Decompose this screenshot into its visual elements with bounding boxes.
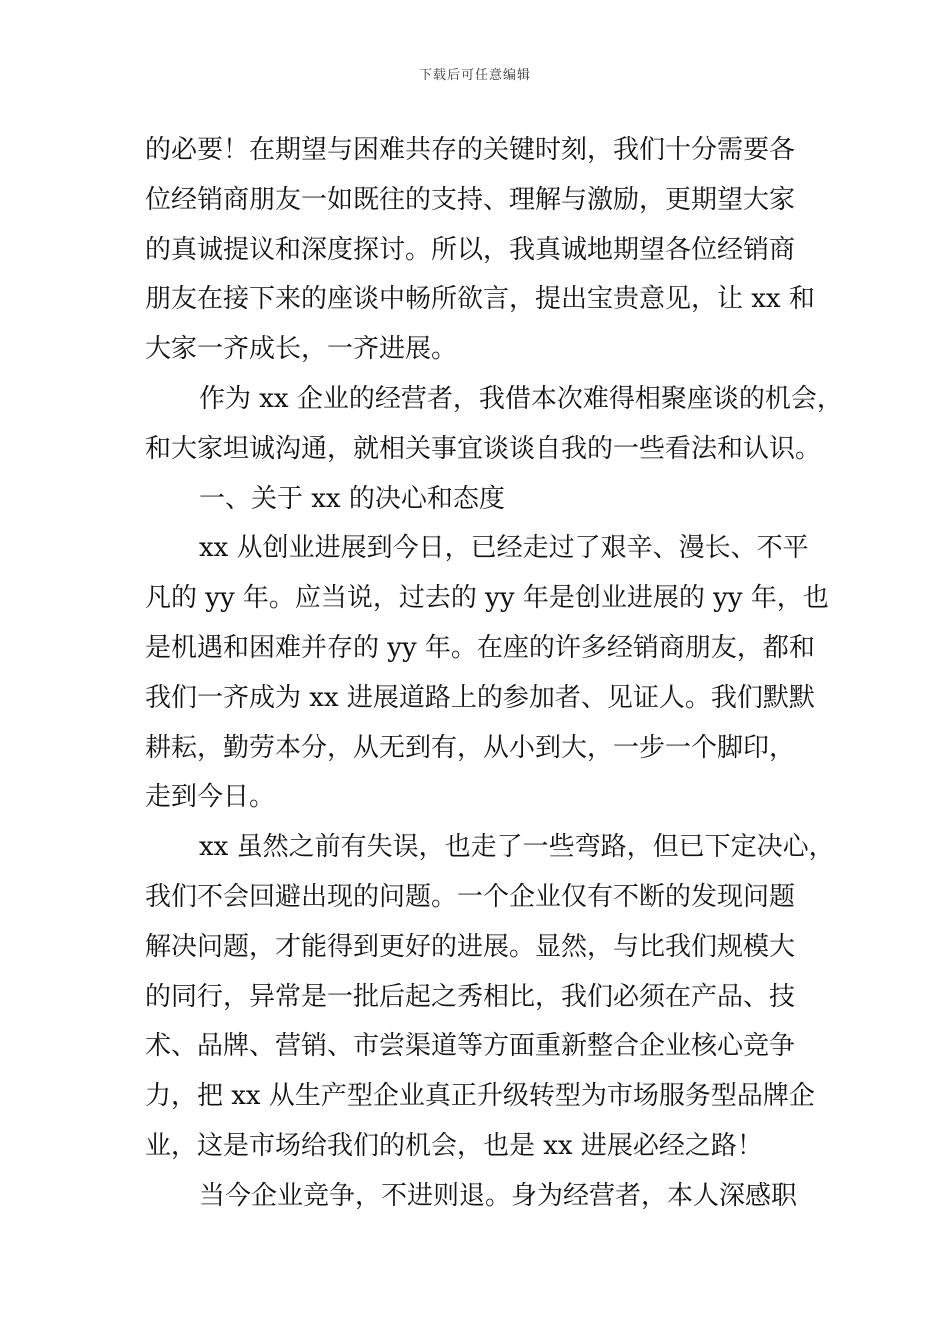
text-line: 是机遇和困难并存的 yy 年。在座的许多经销商朋友，都和	[145, 632, 815, 663]
text-line: xx 虽然之前有失误，也走了一些弯路，但已下定决心，	[199, 832, 835, 863]
text-line: 术、品牌、营销、市尝渠道等方面重新整合企业核心竞争	[145, 1031, 796, 1062]
page-header: 下载后可任意编辑	[418, 68, 531, 83]
text-line: 朋友在接下来的座谈中畅所欲言，提出宝贵意见，让 xx 和	[145, 284, 815, 315]
text-line: 我们不会回避出现的问题。一个企业仅有不断的发现问题	[145, 881, 796, 912]
text-line: 的同行，异常是一批后起之秀相比，我们必须在产品、技	[145, 981, 796, 1012]
text-line: 凡的 yy 年。应当说，过去的 yy 年是创业进展的 yy 年，也	[145, 583, 829, 614]
text-line: 的必要！在期望与困难共存的关键时刻，我们十分需要各	[145, 135, 796, 165]
text-line: 我们一齐成为 xx 进展道路上的参加者、见证人。我们默默	[145, 682, 815, 713]
text-line: 当今企业竞争，不进则退。身为经营者，本人深感职	[199, 1180, 798, 1211]
text-line: 业，这是市场给我们的机会，也是 xx 进展必经之路！	[145, 1130, 763, 1161]
text-line: 和大家坦诚沟通，就相关事宜谈谈自我的一些看法和认识。	[145, 433, 822, 464]
section-heading: 一、关于 xx 的决心和态度	[199, 483, 505, 514]
text-line: xx 从创业进展到今日，已经走过了艰辛、漫长、不平	[199, 533, 809, 564]
text-line: 解决问题，才能得到更好的进展。显然，与比我们规模大	[145, 931, 796, 962]
document-body	[145, 126, 843, 1222]
text-line: 位经销商朋友一如既往的支持、理解与激励，更期望大家	[145, 184, 796, 215]
text-line: 耕耘，勤劳本分，从无到有，从小到大，一步一个脚印，	[145, 732, 796, 763]
text-line: 作为 xx 企业的经营者，我借本次难得相聚座谈的机会，	[199, 383, 843, 414]
text-line: 大家一齐成长，一齐进展。	[145, 334, 458, 365]
text-line: 的真诚提议和深度探讨。所以，我真诚地期望各位经销商	[145, 234, 796, 265]
text-line: 走到今日。	[145, 782, 276, 813]
text-line: 力，把 xx 从生产型企业真正升级转型为市场服务型品牌企	[145, 1081, 815, 1112]
